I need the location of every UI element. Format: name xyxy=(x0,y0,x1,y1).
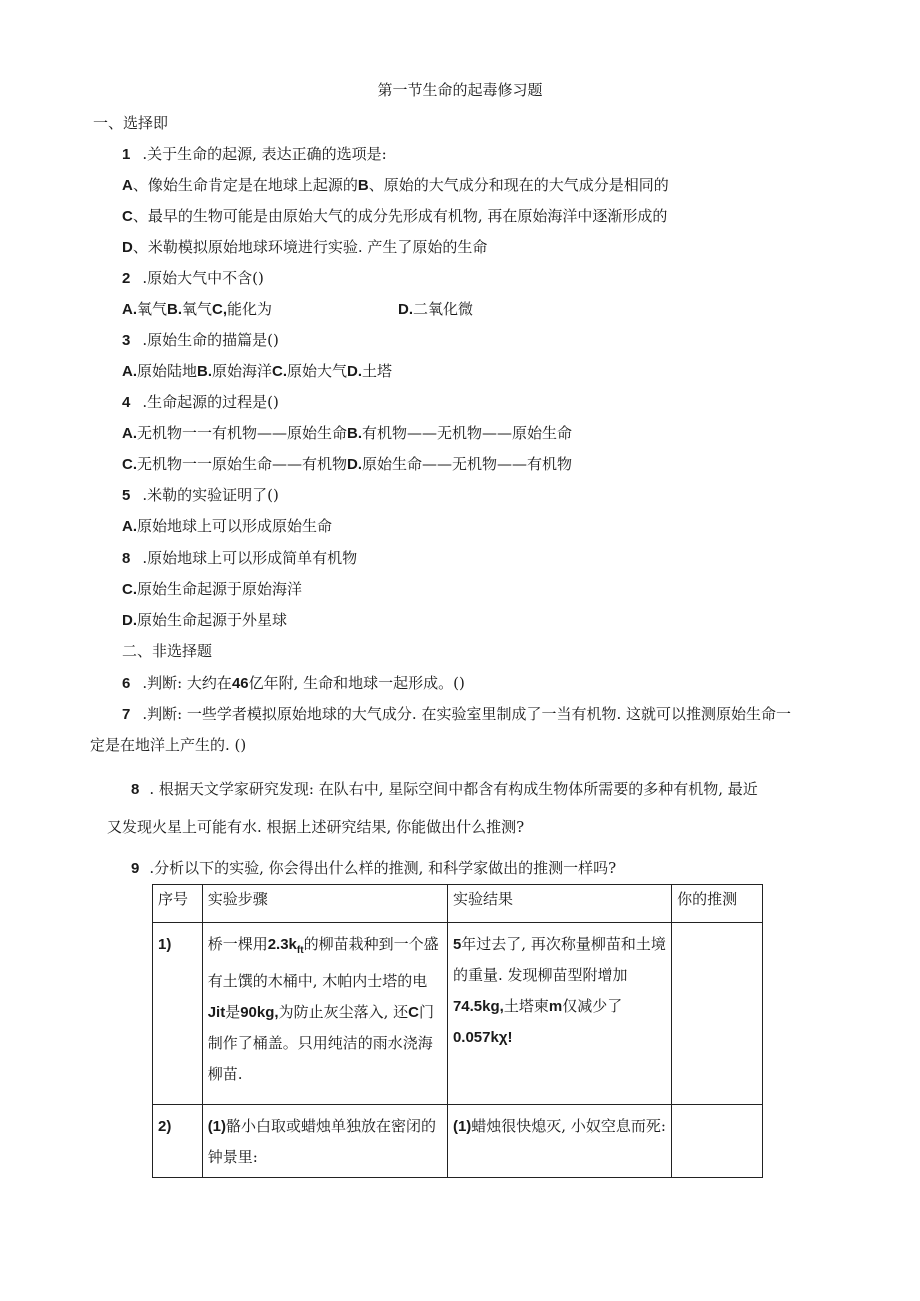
step-cell xyxy=(202,923,447,1105)
question-number: 6 xyxy=(122,675,131,692)
cell-text: 土塔柬 xyxy=(503,997,549,1015)
cell-text-bold: Jit xyxy=(207,1004,226,1021)
question-number: 4 xyxy=(122,394,131,411)
question-text: .原始生命的描篇是() xyxy=(142,331,279,349)
option-label: C. xyxy=(272,363,288,380)
cell-text-bold: 0.057kχ! xyxy=(452,1029,513,1046)
question-number: 8 xyxy=(131,781,140,798)
option-label: A xyxy=(122,177,133,194)
header-cell: 序号 xyxy=(153,885,203,923)
cell-text-bold: 90kg, xyxy=(240,1004,279,1021)
question-number: 9 xyxy=(131,860,140,877)
question-text-pre: .判断: 大约在 xyxy=(142,674,232,692)
question-text: .米勒的实验证明了() xyxy=(142,486,279,504)
section-heading-nonchoice: 二、非选择题 xyxy=(122,642,213,660)
option-label: B. xyxy=(167,301,183,318)
question-8 xyxy=(131,779,758,800)
question-7-continuation: 定是在地洋上产生的. () xyxy=(90,736,247,754)
row-id-cell xyxy=(153,1105,203,1178)
option-label: D. xyxy=(122,612,137,629)
question-number: 1 xyxy=(122,146,131,163)
option-text: 氧气 xyxy=(182,300,213,318)
option-label: C xyxy=(122,208,133,225)
guess-cell xyxy=(672,923,763,1105)
question-text: .判断: 一些学者模拟原始地球的大气成分. 在实验室里制成了一当有机物. 这就可以推测原始生命一 xyxy=(142,705,792,723)
option-text: 原始大气 xyxy=(287,362,348,380)
header-cell: 实验结果 xyxy=(447,885,671,923)
result-cell xyxy=(447,923,671,1105)
guess-cell xyxy=(672,1105,763,1178)
cell-text-bold: 74.5kg, xyxy=(452,998,504,1015)
table-header-row xyxy=(153,885,763,923)
option-label: C. xyxy=(122,456,137,473)
q5-option-d xyxy=(122,610,287,631)
option-text: 二氧化微 xyxy=(413,300,474,318)
header-cell: 你的推测 xyxy=(672,885,763,923)
option-text: 原始陆地 xyxy=(137,362,198,380)
question-4 xyxy=(122,392,279,413)
q5-option-c xyxy=(122,579,302,600)
option-text: 能化为 xyxy=(227,300,273,318)
header-cell: 实验步骤 xyxy=(202,885,447,923)
option-text: 原始生命——无机物——有机物 xyxy=(362,455,573,473)
option-text: 、米勒模拟原始地球环境进行实验. 产生了原始的生命 xyxy=(132,238,488,256)
cell-text: 门制作了桶盖。只用纯洁的雨水浇海柳苗. xyxy=(207,1003,434,1083)
question-1 xyxy=(122,144,387,165)
option-text: 氧气 xyxy=(137,300,168,318)
cell-text-bold: 2.3k xyxy=(267,936,297,953)
question-text: .关于生命的起源, 表达正确的选项是: xyxy=(142,145,387,163)
option-label: A. xyxy=(122,518,137,535)
cell-text: 是 xyxy=(225,1003,241,1021)
question-2 xyxy=(122,268,264,289)
step-cell xyxy=(202,1105,447,1178)
result-cell xyxy=(447,1105,671,1178)
question-number: 5 xyxy=(122,487,131,504)
cell-text-bold: (1) xyxy=(452,1118,472,1135)
option-number: 8 xyxy=(122,550,131,567)
question-number: 7 xyxy=(122,706,131,723)
option-text: 、最早的生物可能是由原始大气的成分先形成有机物, 再在原始海洋中逐渐形成的 xyxy=(132,207,668,225)
row-id-cell xyxy=(153,923,203,1105)
option-text: .原始地球上可以形成简单有机物 xyxy=(142,549,358,567)
option-label: B. xyxy=(197,363,213,380)
cell-text-sub: ft xyxy=(296,945,304,956)
option-text: 、像始生命肯定是在地球上起源的 xyxy=(132,176,358,194)
question-5 xyxy=(122,485,279,506)
cell-text: 桥一棵用 xyxy=(207,935,268,953)
option-text: 土塔 xyxy=(362,362,393,380)
option-label: D. xyxy=(398,301,413,318)
cell-text: 蜡烛很快熄灭, 小奴空息而死: xyxy=(471,1117,666,1135)
option-label: B xyxy=(357,177,369,194)
option-label: D xyxy=(122,239,133,256)
q1-options-ab xyxy=(122,175,669,196)
cell-text-bold: (1) xyxy=(207,1118,227,1135)
option-label: D. xyxy=(347,456,363,473)
option-text: 原始海洋 xyxy=(212,362,273,380)
q4-options-cd xyxy=(122,454,572,475)
question-text-post: 亿年附, 生命和地球一起形成。() xyxy=(248,674,465,692)
cell-text: 年过去了, 再次称量柳苗和土境的重量. 发现柳苗型附增加 xyxy=(452,935,666,984)
cell-text: 骼小白取或蜡烛单独放在密闭的钟景里: xyxy=(207,1117,437,1166)
question-3 xyxy=(122,330,279,351)
option-label: A. xyxy=(122,425,137,442)
question-text: .分析以下的实验, 你会得出什么样的推测, 和科学家做出的推测一样吗? xyxy=(149,859,617,877)
option-text: 无机物一一有机物——原始生命 xyxy=(137,424,348,442)
table-row xyxy=(153,1105,763,1178)
q4-options-ab xyxy=(122,423,572,444)
page-title: 第一节生命的起毒修习题 xyxy=(377,81,543,99)
option-label: C, xyxy=(212,301,228,318)
cell-text-bold: 5 xyxy=(452,936,462,953)
q1-option-d xyxy=(122,237,487,258)
question-8-continuation: 又发现火星上可能有水. 根据上述研究结果, 你能做出什么推测? xyxy=(107,818,525,836)
question-text: . 根据天文学家研究发现: 在队右中, 星际空间中都含有构成生物体所需要的多种有机物, 最近 xyxy=(149,780,758,798)
q5-option-b xyxy=(122,548,357,569)
q3-options xyxy=(122,361,392,382)
question-number: 3 xyxy=(122,332,131,349)
option-label: A. xyxy=(122,363,137,380)
option-label: B. xyxy=(347,425,363,442)
question-text: .原始大气中不含() xyxy=(142,269,264,287)
cell-text: 为防止灰尘落入, 还 xyxy=(278,1003,409,1021)
option-text: 原始生命起源于原始海洋 xyxy=(137,580,303,598)
q5-option-a xyxy=(122,516,332,537)
option-text: 原始地球上可以形成原始生命 xyxy=(137,517,333,535)
cell-text: 的柳苗栽种到一个盛有土馔的木桶中, 木帕内士塔的电 xyxy=(207,935,439,990)
row-id: 2) xyxy=(158,1118,172,1135)
q1-option-c xyxy=(122,206,667,227)
option-text: 有机物——无机物——原始生命 xyxy=(362,424,573,442)
q2-option-d xyxy=(398,299,473,320)
row-id: 1) xyxy=(158,936,172,953)
option-text: 无机物一一原始生命——有机物 xyxy=(137,455,348,473)
q2-options xyxy=(122,299,822,320)
cell-text-bold: C xyxy=(408,1004,419,1021)
question-7 xyxy=(122,704,791,725)
option-label: D. xyxy=(347,363,363,380)
question-text: .生命起源的过程是() xyxy=(142,393,279,411)
section-heading-choice: 一、选择即 xyxy=(93,114,169,132)
experiment-table xyxy=(152,884,763,1178)
cell-text: 仅减少了 xyxy=(562,997,623,1015)
option-text: 、原始的大气成分和现在的大气成分是相同的 xyxy=(368,176,669,194)
question-number: 2 xyxy=(122,270,131,287)
question-9 xyxy=(131,858,616,879)
option-text: 原始生命起源于外星球 xyxy=(137,611,288,629)
option-label: A. xyxy=(122,301,137,318)
option-label: C. xyxy=(122,581,137,598)
question-text-bold: 46 xyxy=(231,675,249,692)
cell-text-bold: m xyxy=(548,998,563,1015)
table-row xyxy=(153,923,763,1105)
question-6 xyxy=(122,673,465,694)
